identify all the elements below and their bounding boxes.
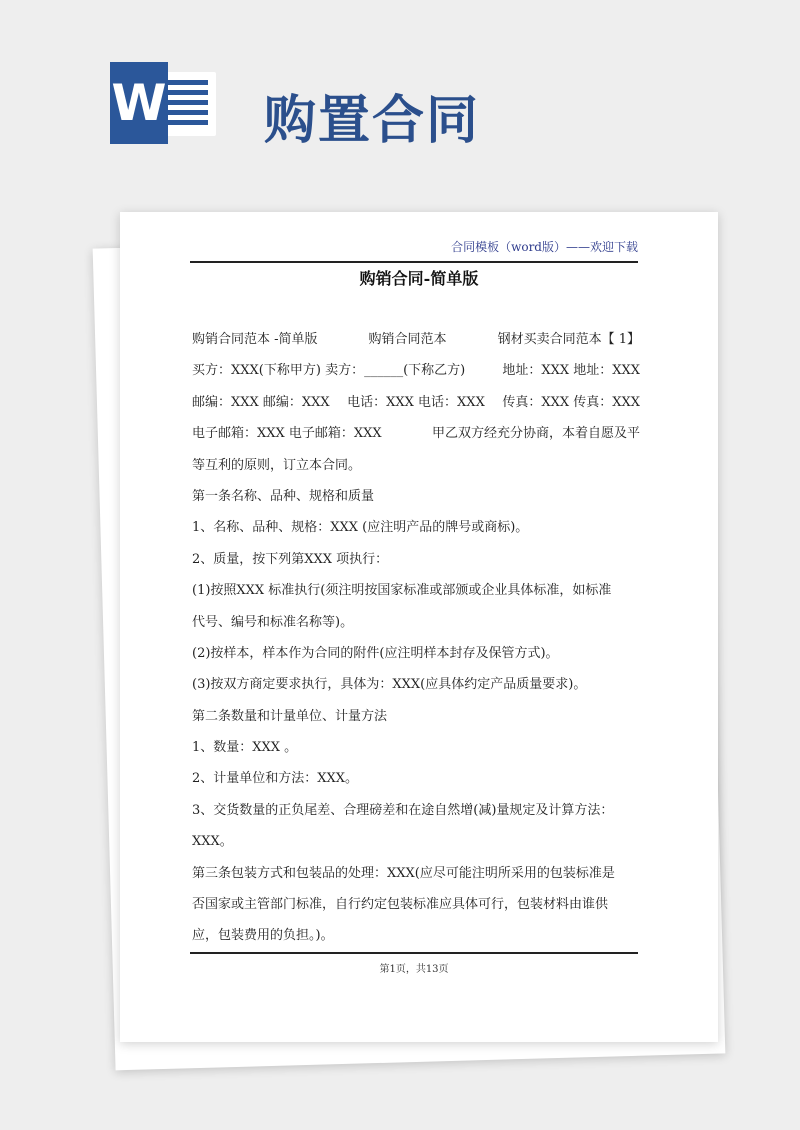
page-number: 第1页，共13页	[190, 952, 638, 975]
document-line: 代号、编号和标准名称等)。	[192, 614, 354, 630]
word-logo	[110, 62, 220, 144]
document-line: 应，包装费用的负担。)。	[192, 928, 334, 944]
document-line: 购销合同范本 -简单版 购销合同范本 钢材买卖合同范本【 1】	[192, 332, 640, 347]
document-line: 电子邮箱：XXX 电子邮箱：XXX 甲乙双方经充分协商，本着自愿及平	[192, 426, 640, 442]
document-body	[192, 324, 640, 952]
document-line: 2、计量单位和方法：XXX。	[192, 771, 359, 787]
document-title: 购销合同-简单版	[359, 269, 479, 288]
document-line: 第三条包装方式和包装品的处理：XXX(应尽可能注明所采用的包装标准是	[192, 865, 615, 881]
document-line: 1、名称、品种、规格：XXX (应注明产品的牌号或商标)。	[192, 520, 529, 536]
document-line: 否国家或主管部门标准，自行约定包装标准应具体可行，包装材料由谁供	[192, 897, 609, 913]
document-line: 买方：XXX(下称甲方) 卖方：______(下称乙方) 地址：XXX 地址：XXX	[192, 363, 640, 379]
document-line: (3)按双方商定要求执行，具体为：XXX(应具体约定产品质量要求)。	[192, 677, 587, 693]
hero-title: 购置合同	[264, 91, 481, 151]
document-line: (2)按样本，样本作为合同的附件(应注明样本封存及保管方式)。	[192, 645, 559, 661]
document-page	[120, 212, 718, 1042]
document-line: 1、数量：XXX 。	[192, 740, 298, 756]
document-header-note: 合同模板（word版）——欢迎下载	[190, 238, 638, 263]
document-line: 3、交货数量的正负尾差、合理磅差和在途自然增(减)量规定及计算方法：	[192, 802, 614, 818]
document-line: 第一条名称、品种、规格和质量	[192, 488, 375, 504]
document-line: (1)按照XXX 标准执行(须注明按国家标准或部颁或企业具体标准，如标准	[192, 583, 612, 599]
document-line: 2、质量，按下列第XXX 项执行：	[192, 551, 389, 567]
document-line: 第二条数量和计量单位、计量方法	[192, 708, 388, 724]
document-line: 邮编：XXX 邮编：XXX 电话：XXX 电话：XXX 传真：XXX 传真：XXX	[192, 394, 640, 410]
document-line: XXX。	[192, 834, 233, 850]
document-line: 等互利的原则，订立本合同。	[192, 457, 362, 473]
word-w-icon: W	[110, 62, 168, 144]
